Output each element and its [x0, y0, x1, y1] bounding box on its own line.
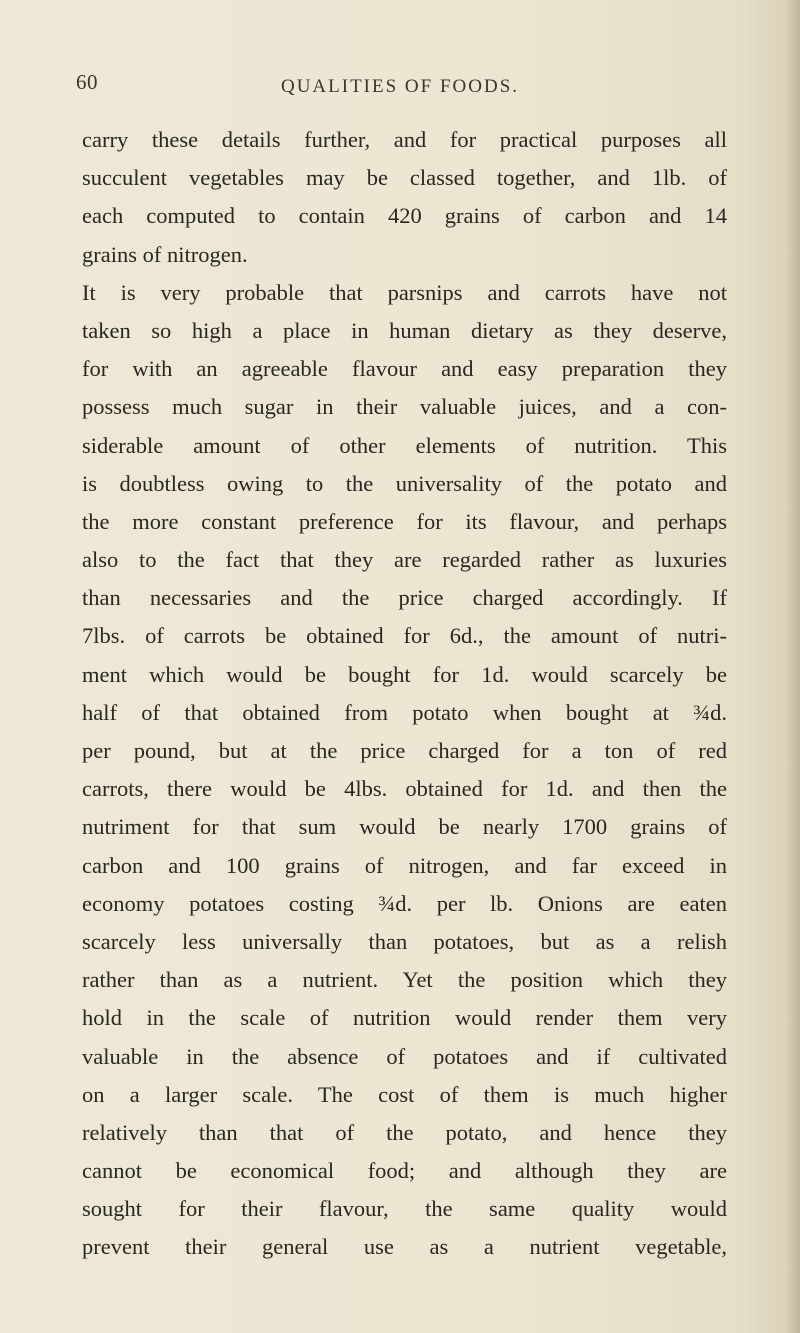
text-line: rather than as a nutrient. Yet the position which they [82, 967, 727, 993]
text-line: It is very probable that parsnips and carrots have not [82, 279, 727, 305]
text-line: on a larger scale. The cost of them is much higher [82, 1081, 727, 1107]
body-text [82, 121, 727, 1267]
text-line: each computed to contain 420 grains of carbon and 14 [82, 203, 727, 229]
text-line: carry these details further, and for practical purposes all [82, 127, 727, 152]
text-line: relatively than that of the potato, and hence they [82, 1119, 727, 1145]
text-line: is doubtless owing to the universality of the potato and [82, 470, 727, 496]
text-line: also to the fact that they are regarded rather as luxuries [82, 547, 727, 573]
text-line: carbon and 100 grains of nitrogen, and far exceed in [82, 852, 727, 878]
text-line: prevent their general use as a nutrient vegetable, [82, 1234, 727, 1260]
text-line: economy potatoes costing ¾d. per lb. Onions are eaten [82, 890, 727, 916]
text-line: than necessaries and the price charged accordingly. If [82, 585, 727, 611]
text-line: for with an agreeable flavour and easy preparation they [82, 356, 727, 382]
text-line: cannot be economical food; and although they are [82, 1158, 727, 1184]
text-line: siderable amount of other elements of nutrition. This [82, 432, 727, 458]
text-line: ment which would be bought for 1d. would scarcely be [82, 661, 727, 687]
text-line: possess much sugar in their valuable juices, and a con- [82, 394, 727, 420]
text-line: taken so high a place in human dietary as they deserve, [82, 317, 727, 343]
page-edge-shadow [786, 0, 800, 1333]
text-line: valuable in the absence of potatoes and if cultivated [82, 1043, 727, 1069]
text-line: per pound, but at the price charged for a ton of red [82, 738, 727, 763]
text-line: scarcely less universally than potatoes, but as a relish [82, 928, 727, 954]
text-line: succulent vegetables may be classed together, and 1lb. of [82, 165, 727, 191]
text-line: the more constant preference for its flavour, and perhaps [82, 508, 727, 534]
page-number: 60 [76, 70, 98, 94]
running-head: QUALITIES OF FOODS. [280, 76, 520, 97]
text-line: carrots, there would be 4lbs. obtained for 1d. and then the [82, 776, 727, 802]
text-line: 7lbs. of carrots be obtained for 6d., the amount of nutri- [82, 623, 727, 649]
text-line: half of that obtained from potato when bought at ¾d. [82, 699, 727, 725]
text-line: nutriment for that sum would be nearly 1700 grains of [82, 814, 727, 840]
text-line: sought for their flavour, the same quality would [82, 1196, 727, 1222]
text-line: grains of nitrogen. [82, 241, 248, 267]
text-line: hold in the scale of nutrition would render them very [82, 1005, 727, 1031]
